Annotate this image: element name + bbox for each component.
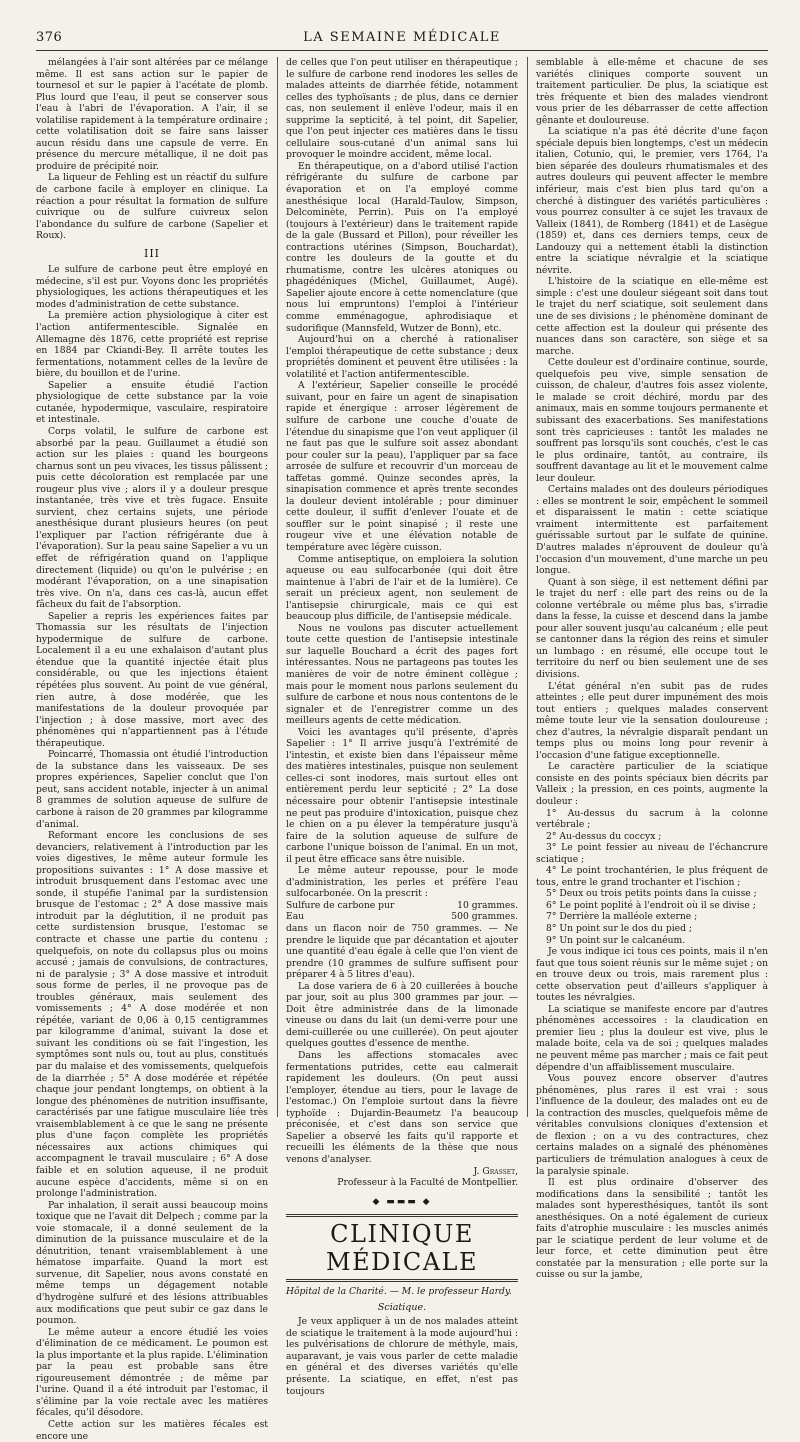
- paragraph: Cette action sur les matières fécales est encore une: [36, 1418, 268, 1442]
- paragraph: En thérapeutique, on a d'abord utilisé l'action réfrigérante du sulfure de carbone par évaporation et on l'a employé comme anesthésique local (Harald-Taulow, Simpson, Delcominète, Perrin). Puis on l'a employé (toujours à l'extérieur) dans le traitement rapide de la gale (Bussard et Pillon), pour réveiller les contractions utérines (Simpson, Bouchardat), contre les douleurs de la goutte et du rhumatisme, contre les ulcères atoniques ou phagédéniques (Michel, Guillaumet, Augé). Sapelier ajoute encore à cette nomenclature (que nous lui empruntons) l'emploi à l'intérieur comme emménagogue, aphrodisiaque et sudorifique (Mannsfeld, Wutzer de Bonn), etc.: [286, 160, 518, 334]
- column-divider: [277, 57, 278, 1117]
- list-item: 7° Derrière la malléole externe ;: [546, 911, 698, 923]
- paragraph: Quant à son siège, il est nettement défini par le trajet du nerf : elle part des reins ou de la colonne vertébrale ou même plus bas, s'irradie dans la fesse, la cuisse et descend dans la jambe pour aller souvent jusqu'au calcanéum ; elle peut se cantonner dans la région des reins et simuler un lumbago : en résumé, elle occupe tout le territoire du nerf ou bien seulement une de ses divisions.: [536, 576, 768, 680]
- list-item: 6° Le point poplité à l'endroit où il se divise ;: [546, 899, 756, 911]
- prescription-line: [286, 911, 518, 923]
- paragraph: La sciatique se manifeste encore par d'autres phénomènes accessoires : la claudication en premier lieu ; plus la douleur est vive, plus le malade boite, cela va de soi ; quelques malades ne peuvent même pas marcher ; mais ce fait peut dépendre d'un affaiblissement musculaire.: [536, 1003, 768, 1073]
- list-item: 9° Un point sur le calcanéum.: [546, 934, 686, 946]
- list-item: 5° Deux ou trois petits points dans la cuisse ;: [546, 888, 757, 900]
- prescription-line: [286, 900, 518, 912]
- paragraph: dans un flacon noir de 750 grammes. — Ne prendre le liquide que par décantation et ajouter une quantité d'eau égale à celle que l'on vient de prendre (10 grammes de sulfure suffisent pour préparer 4 à 5 litres d'eau).: [286, 923, 518, 981]
- paragraph: Dans les affections stomacales avec fermentations putrides, cette eau calmerait rapidement les douleurs. (On peut aussi l'employer, étendue au tiers, pour le lavage de l'estomac.) On l'emploie surtout dans la fièvre typhoïde : Dujardin-Beaumetz l'a beaucoup préconisée, et c'est dans son service que Sapelier a observé les faits qu'il rapporte et recueilli les éléments de la thèse que nous venons d'analyser.: [286, 1050, 518, 1165]
- paragraph: Par inhalation, il serait aussi beaucoup moins toxique que ne l'avait dit Delpech ; comme par la voie stomacale, il a donné seulement de la diminution de la puissance musculaire et de la dénutrition, tenant vraisemblablement à une hématose imparfaite. Quand la mort est survenue, dit Sapelier, nous avons constaté en même temps un dégagement notable d'hydrogène sulfuré et des lésions attribuables aux modifications que peut subir ce gaz dans le poumon.: [36, 1199, 268, 1327]
- paragraph: Le même auteur repousse, pour le mode d'administration, les perles et préfère l'eau sulfocarbonée. On la prescrit :: [286, 865, 518, 900]
- paragraph: La sciatique n'a pas été décrite d'une façon spéciale depuis bien longtemps, c'est un médecin italien, Cotunio, qui, le premier, vers 1764, l'a bien séparée des douleurs rhumatismales et des autres douleurs qui peuvent affecter le membre inférieur, mais c'est bien plus tard qu'on a cherché à distinguer des variétés particulières : vous pourrez consulter à ce sujet les travaux de Valleix (1841), de Romberg (1841) et de Lasègue (1859) et, dans ces derniers temps, ceux de Landouzy qui a nettement établi la distinction entre la sciatique névralgie et la sciatique névrite.: [536, 126, 768, 276]
- section-title: CLINIQUE MÉDICALE: [326, 1220, 478, 1277]
- author-signature: J. Grasset,: [473, 1165, 518, 1177]
- lecture-byline: Hôpital de la Charité. — M. le professeur Hardy.: [286, 1286, 512, 1298]
- page-header: [36, 30, 768, 52]
- paragraph: Poincarré, Thomassia ont étudié l'introduction de la substance dans les vaisseaux. De ses propres expériences, Sapelier conclut que l'on peut, sans accident notable, injecter à un animal 8 grammes de solution aqueuse de sulfure de carbone à raison de 20 grammes par kilogramme d'animal.: [36, 749, 268, 830]
- paragraph: Certains malades ont des douleurs périodiques : elles se montrent le soir, empêchent le sommeil et disparaissent le matin : cette sciatique vraiment intermittente est parfaitement guérissable surtout par le sulfate de quinine. D'autres malades n'éprouvent de douleur qu'à l'occasion d'un mouvement, d'une marche un peu longue.: [536, 484, 768, 577]
- paragraph: Voici les avantages qu'il présente, d'après Sapelier : 1° Il arrive jusqu'à l'extrémité de l'intestin, et existe bien dans l'épaisseur même des matières intestinales, puisque non seulement celles-ci sont inodores, mais surtout elles ont entièrement perdu leur septicité ; 2° La dose nécessaire pour obtenir l'antisepsie intestinale ne peut pas produire d'intoxication, puisque chez le chien on a pu élever la température jusqu'à faire de la solution aqueuse de sulfure de carbone l'unique boisson de l'animal. En un mot, il peut être efficace sans être nuisible.: [286, 726, 518, 865]
- journal-title: LA SEMAINE MÉDICALE: [303, 30, 501, 45]
- paragraph: Aujourd'hui on a cherché à rationaliser l'emploi thérapeutique de cette substance ; deux propriétés dominent et peuvent être utilisées : la volatilité et l'action antifermentescible.: [286, 334, 518, 380]
- ingredient-name: Eau: [286, 911, 305, 923]
- paragraph: de celles que l'on peut utiliser en thérapeutique ; le sulfure de carbone rend inodores les selles de malades atteints de diarrhée fétide, notamment celles des typhoïsants ; de plus, dans ce dernier cas, non seulement il enlève l'odeur, mais il en supprime la septicité, à tel point, dit Sapelier, que l'on peut injecter ces matières dans le tissu cellulaire sous-cutané d'un animal sans lui provoquer le moindre accident, même local.: [286, 57, 518, 161]
- paragraph: Vous pouvez encore observer d'autres phénomènes, plus rares il est vrai : sous l'influence de la douleur, des malades ont eu de la contraction des muscles, quelquefois même de véritables convulsions cloniques d'extension et de flexion ; on a vu des contractures, chez certains malades on a signalé des phénomènes particuliers de trémulation analogues à ceux de la paralysie spinale.: [536, 1073, 768, 1177]
- paragraph: mélangées à l'air sont altérées par ce mélange même. Il est sans action sur le papier de tournesol et sur le papier à l'acétate de plomb. Plus lourd que l'eau, il peut se conserver sous l'eau à l'abri de l'évaporation. A l'air, il se volatilise rapidement à la température ordinaire ; cette volatilisation doit se faire sans laisser aucun résidu dans une capsule de verre. En présence du mercure métallique, il ne doit pas produire de précipité noir.: [36, 57, 268, 172]
- list-item: 4° Le point trochantérien, le plus fréquent de tous, entre le grand trochanter et l'ischion ;: [536, 865, 768, 888]
- paragraph: semblable à elle-même et chacune de ses variétés cliniques comporte souvent un traitement particulier. De plus, la sciatique est très fréquente et bien des malades viendront vous prier de les débarrasser de cette affection gênante et douloureuse.: [536, 57, 768, 126]
- paragraph: La liqueur de Fehling est un réactif du sulfure de carbone facile à employer en clinique. La réaction a pour résultat la formation de sulfure cuivrique ou de sulfure cuivreux selon l'abondance du sulfure de carbone (Sapelier et Roux).: [36, 172, 268, 242]
- paragraph: Corps volatil, le sulfure de carbone est absorbé par la peau. Guillaumet a étudié son action sur les plaies : quand les bourgeons charnus sont un peu vivaces, les tissus pâlissent ; puis cette décoloration est remplacée par une rougeur plus vive ; alors il y a douleur presque instantanée, très vive et très fugace. Ensuite survient, chez certains sujets, une période anesthésique durant plusieurs heures (on peut l'expliquer par l'action réfrigérante due à l'évaporation). Sur la peau saine Sapelier a vu un effet de réfrigération quand on l'applique directement (liquide) ou qu'on le pulvérise ; en modérant l'évaporation, on a une sinapisation très vive. On n'a, dans ces cas-là, aucun effet fâcheux du fait de l'absorption.: [36, 425, 268, 611]
- list-item: 3° Le point fessier au niveau de l'échancrure sciatique ;: [536, 842, 768, 865]
- column-3: [536, 57, 768, 1281]
- prescription: [286, 900, 518, 923]
- paragraph: Comme antiseptique, on emploiera la solution aqueuse ou eau sulfocarbonée (qui doit être maintenue à l'abri de l'air et de la lumière). Ce serait un précieux agent, non seulement de l'antisepsie chirurgicale, mais ce qui est beaucoup plus difficile, de l'antisepsie médicale.: [286, 553, 518, 623]
- author-affiliation: Professeur à la Faculté de Montpellier.: [337, 1177, 518, 1189]
- list-item: 2° Au-dessus du coccyx ;: [546, 830, 662, 842]
- paragraph: Sapelier a ensuite étudié l'action physiologique de cette substance par la voie cutanée, hypodermique, vasculaire, respiratoire et intestinale.: [36, 379, 268, 426]
- column-1: [36, 57, 268, 1442]
- paragraph: La première action physiologique à citer est l'action antifermentescible. Signalée en Allemagne dès 1876, cette propriété est reprise en 1884 par Ckiandi-Bey. Il arrête toutes les fermentations, notamment celles de la levûre de bière, du bouillon et de l'urine.: [36, 310, 268, 380]
- paragraph: Le caractère particulier de la sciatique consiste en des points spéciaux bien décrits par Valleix ; la pression, en ces points, augmente la douleur :: [536, 761, 768, 807]
- header-rule: [36, 50, 768, 51]
- list-item: 1° Au-dessus du sacrum à la colonne vertébrale ;: [536, 807, 768, 831]
- list-item: 8° Un point sur le dos du pied ;: [546, 923, 692, 935]
- paragraph: Nous ne voulons pas discuter actuellement toute cette question de l'antisepsie intestinale sur laquelle Bouchard a écrit des pages fort intéressantes. Nous ne partageons pas toutes les manières de voir de notre éminent collègue ; mais pour le moment nous parlons seulement du sulfure de carbone et nous nous contentons de le signaler et de l'enregistrer comme un des meilleurs agents de cette médication.: [286, 622, 518, 727]
- paragraph: Le même auteur a encore étudié les voies d'élimination de ce médicament. Le poumon est la plus importante et la plus rapide. L'élimination par la peau est probable sans être rigoureusement démontrée ; de même par l'urine. Quand il a été introduit par l'estomac, il s'élimine par la voie rectale avec les matières fécales, qu'il désodore.: [36, 1326, 268, 1419]
- ornament-divider: ◆ ▬▬▬ ◆: [372, 1196, 432, 1207]
- paragraph: A l'extérieur, Sapelier conseille le procédé suivant, pour en faire un agent de sinapisation rapide et énergique : arroser légèrement de sulfure de carbone une couche d'ouate de l'étendue du sinapisme que l'on veut appliquer (il ne faut pas que le sulfure soit assez abondant pour couler sur la peau), l'appliquer par sa face arrosée de sulfure et recouvrir d'un morceau de taffetas gommé. Quinze secondes après, la sinapisation commence et après trente secondes la douleur devient intolérable ; pour diminuer cette douleur, il suffit d'enlever l'ouate et de souffler sur le point sinapisé ; il reste une rougeur vive et une élévation notable de température avec légère cuisson.: [286, 380, 518, 553]
- paragraph: La dose variera de 6 à 20 cuillerées à bouche par jour, soit au plus 300 grammes par jour. — Doit être administrée dans de la limonade vineuse ou dans du lait (un demi-verre pour une demi-cuillerée ou une cuillerée). On peut ajouter quelques gouttes d'essence de menthe.: [286, 980, 518, 1050]
- ingredient-quantity: 10 grammes.: [457, 899, 518, 911]
- column-2: [286, 57, 518, 1397]
- column-divider: [527, 57, 528, 1117]
- ingredient-name: Sulfure de carbone pur: [286, 899, 395, 911]
- points-list: [536, 808, 768, 947]
- paragraph: L'histoire de la sciatique en elle-même est simple : c'est une douleur siégeant soit dans tout le trajet du nerf sciatique, soit seulement dans une de ses divisions ; le phénomène dominant de cette affection est la douleur qui présente des nuances dans son caractère, son siège et sa marche.: [536, 276, 768, 357]
- paragraph: Sapelier a repris les expériences faites par Thomassia sur les résultats de l'injection hypodermique de sulfure de carbone. Localement il a eu une exhalaison d'autant plus étendue que la quantité injectée était plus considérable, ou que les injections étaient répétées plus souvent. Au point de vue général, rien autre, à dose modérée, que les manifestations de la douleur provoquée par l'injection ; à dose massive, mort avec des phénomènes qui n'appartiennent pas à l'étude thérapeutique.: [36, 610, 268, 749]
- paragraph: Reformant encore les conclusions de ses devanciers, relativement à l'introduction par les voies digestives, le même auteur formule les propositions suivantes : 1° A dose massive et introduit brusquement dans l'estomac avec une sonde, il stupéfie l'animal par la surdistension brusque de l'estomac ; 2° A dose massive mais introduit par la déglutition, il ne produit pas cette surdistension brusque, l'estomac se contracte et chasse une partie du contenu ; quelquefois, on note du collapsus plus ou moins accusé ; jamais de convulsions, de contractures, ni de paralysie ; 3° A dose massive et introduit sous forme de perles, il ne provoque pas de troubles généraux, mais seulement des vomissements ; 4° A dose modérée et non répétée, variant de 0,06 à 0,15 centigrammes par kilogramme d'animal, suivant la dose et suivant les conditions où se fait l'ingestion, les symptômes sont nuls ou, tout au plus, constitués par du malaise et des vomissements, quelquefois de la diarrhée ; 5° A dose modérée et répétée chaque jour pendant longtemps, on obtient à la longue des phénomènes de nutrition insuffisante, caractérisés par une fatigue musculaire liée très vraisemblablement à ce que le sang ne présente plus d'une façon complète les propriétés nécessaires aux actions chimiques qui accompagnent le travail musculaire ; 6° A dose faible et en solution aqueuse, il ne produit aucune espèce d'accidents, même si on en prolonge l'administration.: [36, 830, 268, 1200]
- paragraph: Cette douleur est d'ordinaire continue, sourde, quelquefois peu vive, simple sensation de cuisson, de chaleur, d'autres fois assez violente, le malade se croit déchiré, mordu par des animaux, mais en somme toujours permanente et subissant des exacerbations. Ses manifestations sont très capricieuses : tantôt les malades ne souffrent pas lorsqu'ils sont couchés, c'est le cas le plus ordinaire, tantôt, au contraire, ils souffrent davantage au lit et le mouvement calme leur douleur.: [536, 357, 768, 484]
- section-number: III: [143, 246, 161, 260]
- paragraph: L'état général n'en subit pas de rudes atteintes ; elle peut durer impunément des mois tout entiers ; quelques malades conservent même toute leur vie la sensation douloureuse ; chez d'autres, la névralgie disparaît pendant un temps plus ou moins long pour revenir à l'occasion d'une fatigue exceptionnelle.: [536, 680, 768, 761]
- section-header: [286, 1214, 518, 1282]
- paragraph: Il est plus ordinaire d'observer des modifications dans la sensibilité ; tantôt les malades sont hyperesthésiques, tantôt ils sont anesthésiques. On a noté également de curieux faits d'atrophie musculaire : les muscles animés par le sciatique perdent de leur volume et de leur force, et cette diminution peut être constatée par la mensuration ; elle porte sur la cuisse ou sur la jambe,: [536, 1177, 768, 1281]
- page-number: 376: [36, 30, 63, 45]
- ingredient-quantity: 500 grammes.: [451, 911, 518, 923]
- paragraph: Le sulfure de carbone peut être employé en médecine, s'il est pur. Voyons donc les propriétés physiologiques, les actions thérapeutiques et les modes d'administration de cette substance.: [36, 264, 268, 310]
- paragraph: Je veux appliquer à un de nos malades atteint de sciatique le traitement à la mode aujourd'hui : les pulvérisations de chlorure de méthyle, mais, auparavant, je vais vous parler de cette maladie en général et des diverses variétés qu'elle présente. La sciatique, en effet, n'est pas toujours: [286, 1316, 518, 1397]
- article-subtitle: Sciatique.: [377, 1301, 427, 1313]
- paragraph: Je vous indique ici tous ces points, mais il n'en faut que tous soient réunis sur le même sujet ; on en trouve deux ou trois, mais rarement plus : cette observation peut d'ailleurs s'appliquer à toutes les névralgies.: [536, 946, 768, 1004]
